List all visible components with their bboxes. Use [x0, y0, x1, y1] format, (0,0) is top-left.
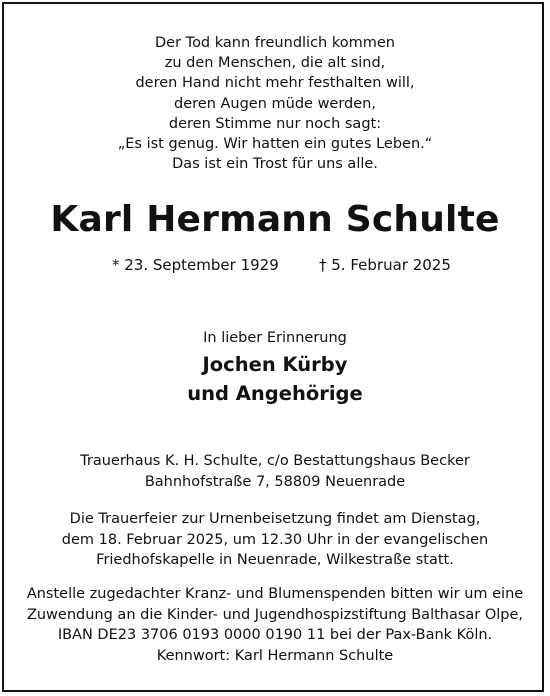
poem-line: deren Hand nicht mehr festhalten will,: [135, 75, 415, 92]
poem-line: zu den Menschen, die alt sind,: [164, 55, 386, 72]
death-date: † 5. Februar 2025: [319, 256, 451, 274]
poem-line: „Es ist genug. Wir hatten ein gutes Leben.“: [117, 136, 433, 153]
poem-line: Das ist ein Trost für uns alle.: [172, 156, 378, 173]
donation-line: Kennwort: Karl Hermann Schulte: [156, 647, 394, 664]
address-line: Trauerhaus K. H. Schulte, c/o Bestattungshaus Becker: [80, 453, 470, 469]
mourner-name: Jochen Kürby: [202, 353, 348, 376]
ceremony-block: [0, 509, 550, 571]
ceremony-line: Die Trauerfeier zur Urnenbeisetzung findet am Dienstag,: [69, 511, 481, 527]
ceremony-line: dem 18. Februar 2025, um 12.30 Uhr in der evangelischen: [61, 531, 489, 548]
poem-line: deren Augen müde werden,: [174, 95, 376, 112]
address-block: [0, 451, 550, 492]
poem-line: deren Stimme nur noch sagt:: [168, 115, 382, 132]
donation-line: Zuwendung an die Kinder- und Jugendhospizstiftung Balthasar Olpe,: [26, 606, 524, 623]
birth-date: * 23. September 1929: [112, 256, 279, 274]
donation-line: Anstelle zugedachter Kranz- und Blumenspenden bitten wir um eine: [26, 586, 524, 602]
ceremony-line: Friedhofskapelle in Neuenrade, Wilkestraße statt.: [96, 552, 454, 568]
deceased-name: Karl Hermann Schulte: [50, 199, 500, 240]
mourner-relatives: und Angehörige: [187, 382, 363, 405]
mourners: [0, 350, 550, 408]
poem: [0, 33, 550, 174]
donation-block: [0, 584, 550, 666]
memory-intro: In lieber Erinnerung: [203, 330, 347, 346]
donation-line: IBAN DE23 3706 0193 0000 0190 11 bei der Pax-Bank Köln.: [57, 627, 493, 643]
poem-line: Der Tod kann freundlich kommen: [155, 35, 395, 51]
address-line: Bahnhofstraße 7, 58809 Neuenrade: [144, 473, 406, 490]
life-dates: [0, 255, 550, 277]
